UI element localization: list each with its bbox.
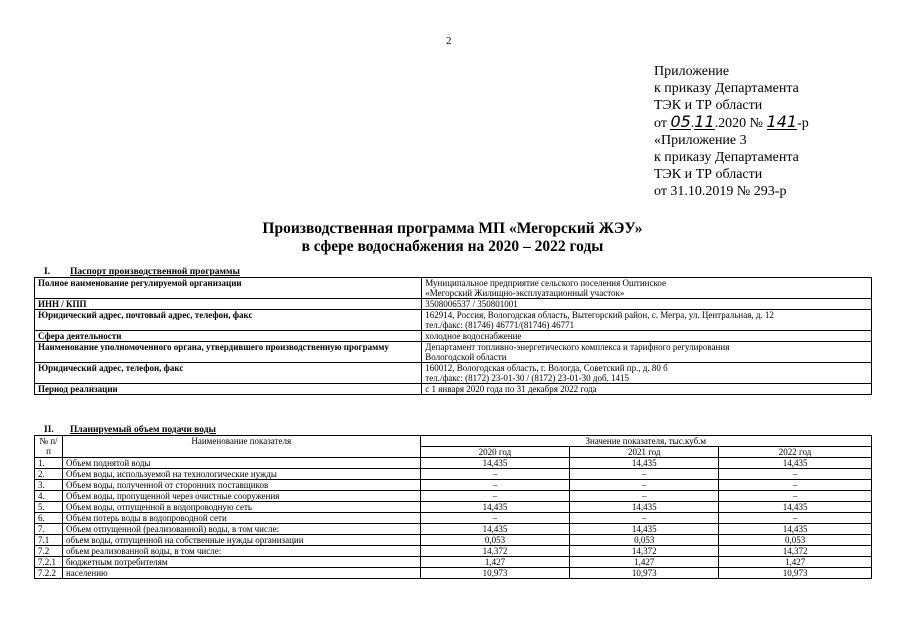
passport-value-line: Муниципальное предприятие сельского поселения Оштинское: [425, 278, 667, 288]
header-year: 2020 год: [420, 447, 570, 458]
row-number: 5.: [35, 502, 63, 513]
appendix-date-line: от 05.11.2020 № 141-р: [654, 111, 809, 131]
row-value: –: [420, 513, 570, 524]
passport-label: Сфера деятельности: [35, 331, 422, 342]
row-value: 14,435: [420, 524, 570, 535]
row-value: 14,435: [570, 458, 719, 469]
row-indicator-name: объем реализованной воды, в том числе:: [62, 546, 420, 557]
row-value: 14,435: [570, 502, 719, 513]
passport-label: ИНН / КПП: [35, 299, 422, 310]
passport-label: Юридический адрес, почтовый адрес, телефон, факс: [35, 310, 422, 331]
appendix-line: к приказу Департамента: [654, 81, 799, 97]
row-number: 6.: [35, 513, 63, 524]
passport-label: Юридический адрес, телефон, факс: [35, 363, 422, 384]
row-value: –: [420, 480, 570, 491]
row-indicator-name: Объем воды, пропущенной через очистные сооружения: [62, 491, 420, 502]
section-number: I.: [44, 267, 51, 277]
row-value: –: [570, 491, 719, 502]
table-row: [35, 480, 872, 491]
row-value: 10,973: [719, 568, 872, 579]
row-value: –: [570, 469, 719, 480]
document-title: Производственная программа МП «Мегорский ЖЭУ»: [262, 220, 643, 237]
table-row: [35, 491, 872, 502]
table-row: [35, 524, 872, 535]
row-value: 0,053: [420, 535, 570, 546]
section-2-heading: [44, 425, 216, 435]
passport-row: [35, 384, 872, 395]
appendix-line: «Приложение 3: [654, 132, 747, 148]
passport-label: Полное наименование регулируемой организации: [35, 278, 422, 299]
row-indicator-name: Объем потерь воды в водопроводной сети: [62, 513, 420, 524]
row-value: 14,372: [570, 546, 719, 557]
passport-value-line: 160012, Вологодская область, г. Вологда, Советский пр., д. 80 б: [425, 363, 668, 373]
row-value: 14,435: [570, 524, 719, 535]
passport-row: [35, 331, 872, 342]
table-row: [35, 469, 872, 480]
passport-value: [422, 331, 872, 342]
table-header-row: [35, 436, 872, 447]
row-value: 14,372: [719, 546, 872, 557]
row-value: 14,435: [719, 524, 872, 535]
appendix-line: ТЭК и ТР области: [654, 98, 763, 114]
handwritten-day: 05: [670, 111, 691, 131]
row-number: 7.2.2: [35, 568, 63, 579]
row-number: 7.1: [35, 535, 63, 546]
row-value: –: [420, 491, 570, 502]
row-value: –: [420, 469, 570, 480]
row-value: 0,053: [570, 535, 719, 546]
table-row: [35, 535, 872, 546]
row-indicator-name: Объем поднятой воды: [62, 458, 420, 469]
row-indicator-name: Объем воды, используемой на технологические нужды: [62, 469, 420, 480]
table-row: [35, 568, 872, 579]
row-value: 14,435: [420, 502, 570, 513]
passport-value-line: тел./факс: (8172) 23-01-30 / (8172) 23-01-30 доб. 1415: [425, 373, 630, 383]
row-number: 3.: [35, 480, 63, 491]
row-value: 0,053: [719, 535, 872, 546]
passport-value-line: тел./факс: (81746) 46771/(81746) 46771: [425, 320, 575, 330]
table-row: [35, 546, 872, 557]
section-title: Планируемый объем подачи воды: [70, 425, 216, 435]
order-suffix: -р: [797, 115, 809, 131]
date-prefix: от: [654, 115, 667, 131]
row-value: 1,427: [570, 557, 719, 568]
table-row: [35, 458, 872, 469]
section-1-heading: [44, 267, 240, 277]
passport-value: [422, 278, 872, 299]
appendix-block: [654, 63, 809, 201]
passport-row: [35, 363, 872, 384]
passport-value: [422, 384, 872, 395]
row-value: 14,435: [420, 458, 570, 469]
row-number: 1.: [35, 458, 63, 469]
row-value: 10,973: [570, 568, 719, 579]
row-number: 7.2: [35, 546, 63, 557]
passport-value-line: 3508006537 / 350801001: [425, 299, 518, 309]
passport-value-line: холодное водоснабжение: [425, 331, 522, 341]
appendix-line: к приказу Департамента: [654, 150, 799, 166]
passport-row: [35, 342, 872, 363]
appendix-line: от 31.10.2019 № 293-р: [654, 184, 787, 200]
row-value: 14,435: [719, 502, 872, 513]
table-row: [35, 557, 872, 568]
passport-value-line: 162914, Россия, Вологодская область, Вытегорский район, с. Мегра, ул. Центральная, д. 12: [425, 310, 774, 320]
row-number: 2.: [35, 469, 63, 480]
handwritten-month: 11: [694, 111, 715, 131]
section-number: II.: [44, 425, 54, 435]
passport-row: [35, 299, 872, 310]
header-name: Наименование показателя: [62, 436, 420, 458]
table-row: [35, 502, 872, 513]
passport-value: [422, 310, 872, 331]
row-value: –: [719, 469, 872, 480]
passport-value-line: Департамент топливно-энергетического комплекса и тарифного регулирования: [425, 342, 730, 352]
passport-value-line: Вологодской области: [425, 352, 507, 362]
header-num: № п/п: [35, 436, 63, 458]
row-indicator-name: бюджетным потребителям: [62, 557, 420, 568]
row-indicator-name: Объем воды, отпущенной в водопроводную сеть: [62, 502, 420, 513]
passport-label: Наименование уполномоченного органа, утвердившего производственную программу: [35, 342, 422, 363]
passport-table: [34, 277, 872, 395]
row-value: 10,973: [420, 568, 570, 579]
row-indicator-name: Объем отпущенной (реализованной) воды, в том числе:: [62, 524, 420, 535]
document-subtitle: в сфере водоснабжения на 2020 – 2022 годы: [301, 238, 604, 255]
row-indicator-name: населению: [62, 568, 420, 579]
date-year: .2020 №: [714, 115, 764, 131]
passport-value-line: «Мегорский Жилищно-эксплуатационный участок»: [425, 288, 625, 298]
passport-value: [422, 342, 872, 363]
row-value: 14,435: [719, 458, 872, 469]
header-year: 2022 год: [719, 447, 872, 458]
header-value: Значение показателя, тыс.куб.м: [420, 436, 871, 447]
row-number: 7.: [35, 524, 63, 535]
row-value: –: [719, 480, 872, 491]
handwritten-order-number: 141: [766, 111, 798, 131]
row-value: 14,372: [420, 546, 570, 557]
passport-row: [35, 310, 872, 331]
water-volume-table: [34, 435, 872, 579]
row-indicator-name: Объем воды, полученной от сторонних поставщиков: [62, 480, 420, 491]
row-value: –: [719, 491, 872, 502]
page-number: 2: [446, 35, 452, 47]
row-number: 7.2.1: [35, 557, 63, 568]
section-title: Паспорт производственной программы: [70, 267, 240, 277]
passport-value: [422, 299, 872, 310]
passport-label: Период реализации: [35, 384, 422, 395]
row-value: –: [570, 480, 719, 491]
passport-value-line: с 1 января 2020 года по 31 декабря 2022 года: [425, 384, 597, 394]
row-indicator-name: объем воды, отпущенной на собственные нужды организации: [62, 535, 420, 546]
row-value: 1,427: [420, 557, 570, 568]
appendix-line: Приложение: [654, 64, 730, 79]
row-value: 1,427: [719, 557, 872, 568]
row-value: –: [570, 513, 719, 524]
table-row: [35, 513, 872, 524]
passport-value: [422, 363, 872, 384]
header-year: 2021 год: [570, 447, 719, 458]
row-number: 4.: [35, 491, 63, 502]
passport-row: [35, 278, 872, 299]
appendix-line: ТЭК и ТР области: [654, 167, 763, 183]
row-value: –: [719, 513, 872, 524]
